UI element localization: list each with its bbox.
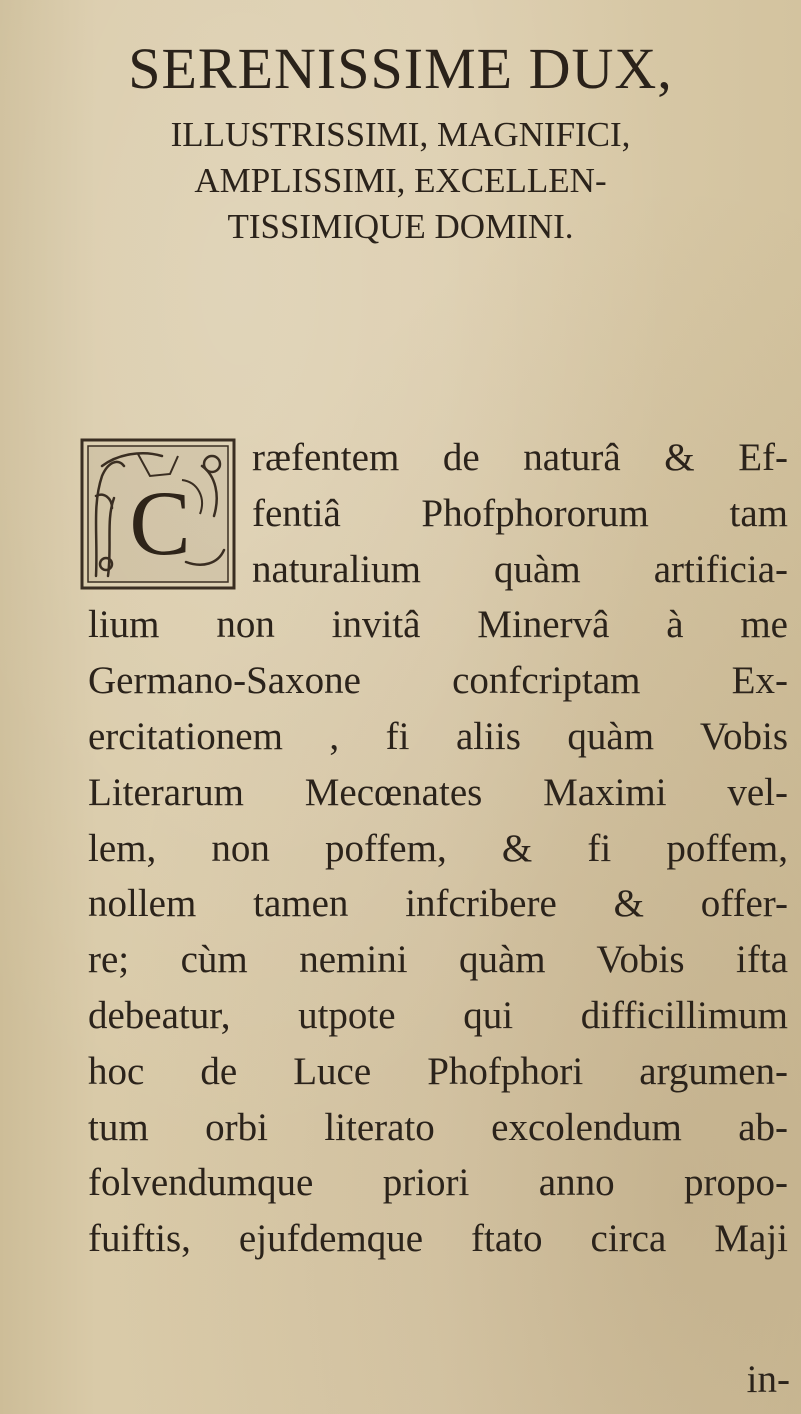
catchword-row [88, 1357, 800, 1402]
text-line-7: Literarum Mecœnates Maximi vel- [88, 770, 788, 814]
catchword: in- [746, 1358, 790, 1401]
dedication-heading [0, 36, 801, 250]
address-line-1: ILLUSTRISSIMI, MAGNIFICI, [170, 115, 631, 154]
text-line-15: fuiftis, ejufdemque ftato circa Maji [88, 1217, 788, 1261]
dedication-text [88, 430, 788, 1267]
text-line-5: Germano-Saxone confcriptam Ex- [88, 659, 788, 703]
address-line-2: AMPLISSIMI, EXCELLEN- [194, 161, 607, 200]
text-line-4: lium non invitâ Minervâ à me [88, 603, 788, 647]
text-line-11: debeatur, utpote qui difficillimum [88, 993, 788, 1037]
text-line-1: ræfentem de naturâ & Ef- [252, 436, 788, 479]
text-line-14: folvendumque priori anno propo- [88, 1161, 788, 1205]
text-line-10: re; cùm nemini quàm Vobis ifta [88, 938, 788, 982]
text-line-8: lem, non poffem, & fi poffem, [88, 826, 788, 870]
text-line-2: fentiâ Phofphororum tam [252, 491, 788, 535]
text-line-12: hoc de Luce Phofphori argumen- [88, 1049, 788, 1093]
ornamental-initial-icon [78, 436, 238, 592]
address-line-3: TISSIMIQUE DOMINI. [227, 207, 574, 246]
text-line-3: naturalium quàm artificia- [252, 547, 788, 591]
drop-cap-letter: C [129, 472, 191, 574]
text-line-9: nollem tamen infcribere & offer- [88, 882, 788, 926]
page-title: SERENISSIME DUX, [128, 36, 673, 101]
text-line-13: tum orbi literato excolendum ab- [88, 1105, 788, 1149]
drop-cap-ornament [78, 436, 238, 592]
text-line-6: ercitationem , fi aliis quàm Vobis [88, 714, 788, 758]
